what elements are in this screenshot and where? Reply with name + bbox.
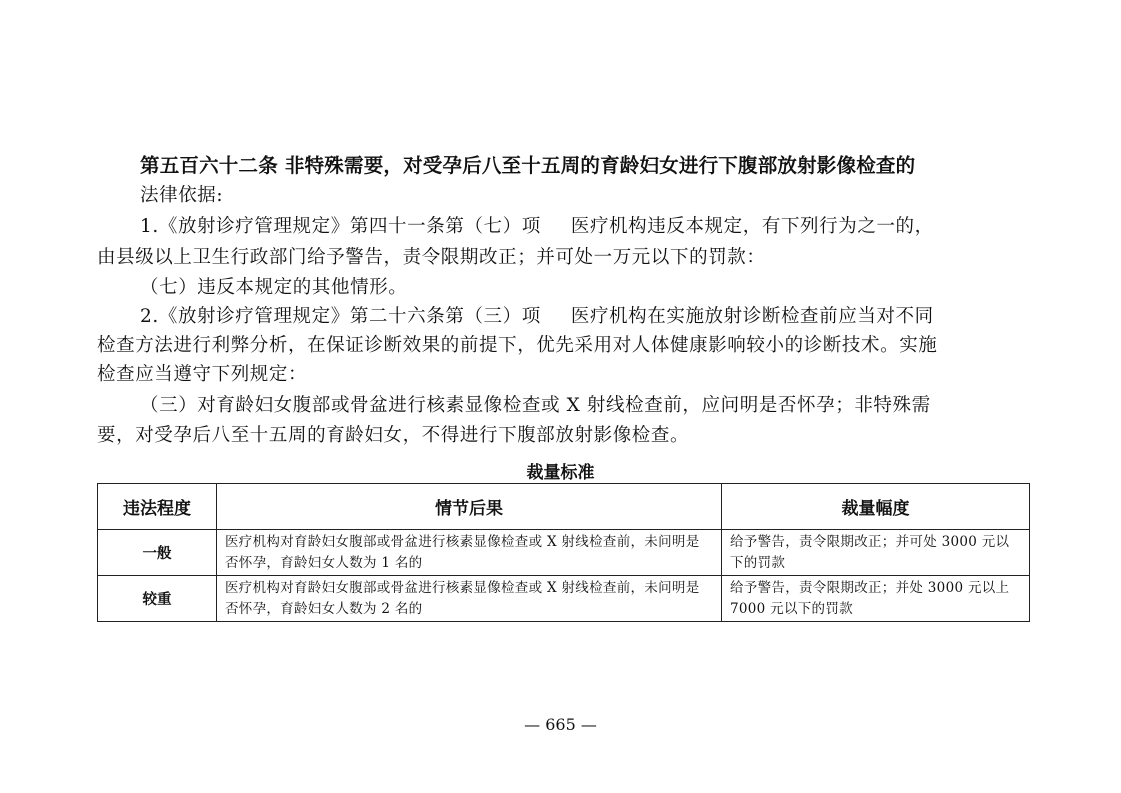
header-circumstances: 情节后果 (217, 484, 722, 530)
basis-1-text: 医疗机构违反本规定，有下列行为之一的， (570, 216, 934, 237)
header-penalty-range: 裁量幅度 (722, 484, 1030, 530)
basis-2-second-line: 检查方法进行利弊分析，在保证诊断效果的前提下，优先采用对人体健康影响较小的诊断技术。实施 (97, 335, 938, 356)
basis-2-text: 医疗机构在实施放射诊断检查前应当对不同 (570, 306, 934, 327)
row-1-penalty: 给予警告，责令限期改正；并可处 3000 元以下的罚款 (722, 530, 1030, 576)
basis-1-second-line: 由县级以上卫生行政部门给予警告，责令限期改正；并可处一万元以下的罚款： (97, 247, 766, 268)
table-row (98, 530, 1030, 576)
page-number: — 665 — (524, 715, 597, 734)
discretion-standard-table (97, 483, 1030, 622)
row-1-level: 一般 (98, 530, 217, 576)
header-violation-degree: 违法程度 (98, 484, 217, 530)
basis-1-title: 1.《放射诊疗管理规定》第四十一条第（七）项 (140, 216, 541, 237)
row-2-level: 较重 (98, 576, 217, 622)
table-header-row (98, 484, 1030, 530)
basis-1-item: （七）违反本规定的其他情形。 (140, 277, 408, 298)
row-2-circumstance: 医疗机构对育龄妇女腹部或骨盆进行核素显像检查或 X 射线检查前，未问明是否怀孕，育龄妇女人数为 2 名的 (217, 576, 722, 622)
row-1-circumstance: 医疗机构对育龄妇女腹部或骨盆进行核素显像检查或 X 射线检查前，未问明是否怀孕，育龄妇女人数为 1 名的 (217, 530, 722, 576)
basis-2-first-line (140, 302, 934, 328)
basis-2-title: 2.《放射诊疗管理规定》第二十六条第（三）项 (140, 306, 541, 327)
basis-2-third-line: 检查应当遵守下列规定： (97, 364, 308, 385)
basis-1-first-line (140, 212, 934, 238)
table-row (98, 576, 1030, 622)
table-title: 裁量标准 (526, 463, 595, 483)
basis-2-item-line2: 要，对受孕后八至十五周的育龄妇女，不得进行下腹部放射影像检查。 (97, 425, 690, 446)
basis-2-item-line1: （三）对育龄妇女腹部或骨盆进行核素显像检查或 X 射线检查前，应问明是否怀孕；非特殊需 (140, 395, 931, 416)
legal-basis-label: 法律依据: (140, 185, 224, 206)
article-heading: 第五百六十二条 非特殊需要，对受孕后八至十五周的育龄妇女进行下腹部放射影像检查的 (140, 154, 916, 177)
row-2-penalty: 给予警告，责令限期改正；并处 3000 元以上 7000 元以下的罚款 (722, 576, 1030, 622)
